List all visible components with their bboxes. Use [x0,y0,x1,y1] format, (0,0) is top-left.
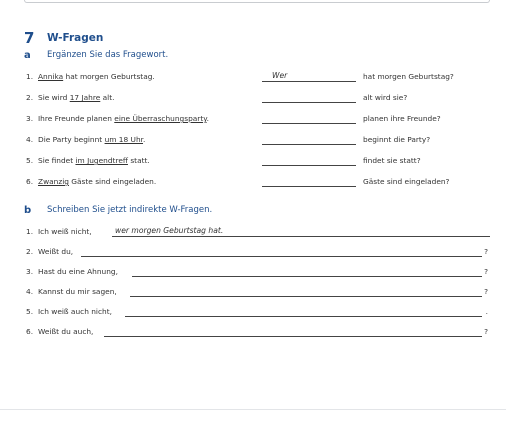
answer-blank[interactable] [262,133,356,145]
bottom-divider [0,409,506,410]
task-a-heading [24,48,168,62]
question-text: planen ihre Freunde? [363,114,441,123]
row-number: 2. [26,93,34,102]
underlined-phrase: eine Überraschungsparty [114,114,207,123]
row-number: 6. [26,327,34,336]
statement: Sie wird 17 Jahre alt. [38,93,115,102]
exercise-title: W-Fragen [47,32,104,44]
question-text: hat morgen Geburtstag? [363,72,454,81]
row-number: 1. [26,227,34,236]
sentence-start: Ich weiß auch nicht, [38,307,112,316]
statement: Ihre Freunde planen eine Überraschungsparty. [38,114,209,123]
answer-blank[interactable] [262,154,356,166]
task-b-letter: b [24,204,32,216]
exercise-heading [24,30,103,46]
task-b-row [26,265,490,279]
answer-line[interactable] [132,265,482,277]
answer-line[interactable] [125,305,482,317]
exercise-number: 7 [24,29,35,47]
sentence-start: Ich weiß nicht, [38,227,92,236]
underlined-phrase: 17 Jahre [69,93,101,102]
sentence-end-mark: ? [484,247,488,256]
statement: Sie findet im Jugendtreff statt. [38,156,150,165]
task-b-row [26,285,490,299]
task-b-row [26,325,490,339]
question-text: Gäste sind eingeladen? [363,177,450,186]
answer-line[interactable] [112,225,490,237]
sentence-end-mark: ? [484,287,488,296]
statement: Die Party beginnt um 18 Uhr. [38,135,146,144]
underlined-phrase: Zwanzig [38,177,69,186]
question-text: findet sie statt? [363,156,421,165]
answer-line[interactable] [81,245,482,257]
sentence-end-mark: ? [484,267,488,276]
statement: Zwanzig Gäste sind eingeladen. [38,177,157,186]
underlined-phrase: im Jugendtreff [75,156,128,165]
task-a-letter: a [24,49,31,61]
sentence-start: Hast du eine Ahnung, [38,267,118,276]
task-a-instruction: Ergänzen Sie das Fragewort. [47,50,169,60]
row-number: 1. [26,72,34,81]
sentence-start: Kannst du mir sagen, [38,287,117,296]
row-number: 2. [26,247,34,256]
answer-blank[interactable] [262,175,356,187]
answer-blank[interactable] [262,112,356,124]
underlined-phrase: um 18 Uhr [104,135,144,144]
answer-text: wer morgen Geburtstag hat. [115,226,224,235]
row-number: 3. [26,114,34,123]
row-number: 3. [26,267,34,276]
row-number: 5. [26,156,34,165]
question-text: beginnt die Party? [363,135,431,144]
top-frame-edge [24,0,490,3]
task-b-instruction: Schreiben Sie jetzt indirekte W-Fragen. [47,205,213,215]
underlined-phrase: Annika [38,72,64,81]
answer-blank[interactable] [262,91,356,103]
row-number: 4. [26,287,34,296]
row-number: 6. [26,177,34,186]
sentence-end-mark: ? [484,327,488,336]
question-text: alt wird sie? [363,93,408,102]
row-number: 5. [26,307,34,316]
answer-text: Wer [272,71,288,80]
task-b-row [26,305,490,319]
sentence-end-mark: . [485,307,488,316]
statement: Annika hat morgen Geburtstag. [38,72,155,81]
sentence-start: Weißt du auch, [38,327,94,336]
task-b-heading [24,203,212,217]
task-b-row [26,225,490,239]
answer-line[interactable] [130,285,482,297]
row-number: 4. [26,135,34,144]
answer-blank[interactable] [262,70,356,82]
answer-line[interactable] [104,325,482,337]
sentence-start: Weißt du, [38,247,74,256]
task-b-row [26,245,490,259]
